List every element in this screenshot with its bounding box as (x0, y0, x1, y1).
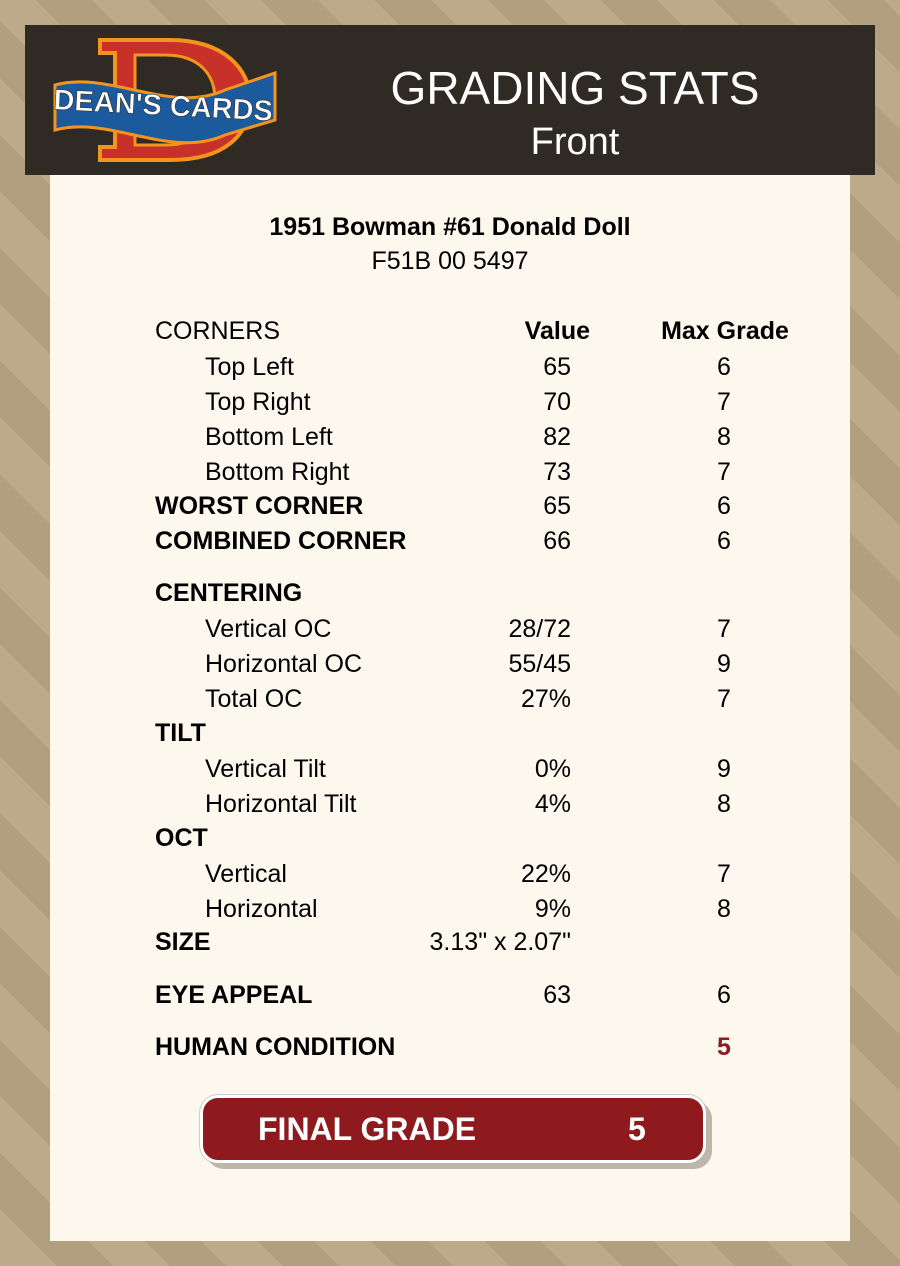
stat-value: 55/45 (508, 650, 571, 678)
cert-number: F51B 00 5497 (371, 247, 529, 275)
stat-label: Vertical OC (205, 615, 332, 643)
stat-label: Total OC (205, 685, 303, 713)
stat-label: OCT (155, 824, 208, 852)
stat-label: EYE APPEAL (155, 981, 313, 1009)
stat-label: Horizontal Tilt (205, 790, 357, 818)
stat-value: 65 (543, 353, 571, 381)
stats-panel (50, 175, 850, 1241)
stat-value: 3.13" x 2.07" (429, 928, 571, 956)
stat-value: 27% (520, 685, 571, 713)
stat-row (50, 457, 850, 487)
stat-row (50, 718, 850, 748)
stat-max-grade: 7 (717, 388, 731, 416)
stat-label: SIZE (155, 928, 211, 956)
stat-value: 4% (534, 790, 571, 818)
stat-value: 66 (543, 527, 571, 555)
header (25, 25, 875, 175)
stat-label: CORNERS (155, 317, 281, 345)
stat-row (50, 578, 850, 608)
stat-row (50, 894, 850, 924)
card-name: 1951 Bowman #61 Donald Doll (269, 213, 631, 241)
stat-label: Horizontal OC (205, 650, 362, 678)
stat-max-grade: 6 (717, 353, 731, 381)
stat-value: 9% (534, 895, 571, 923)
svg-text:DEAN'S CARDS: DEAN'S CARDS (52, 84, 274, 128)
value-column-header: Value (524, 317, 590, 345)
stat-row (50, 526, 850, 556)
stat-value: 65 (543, 492, 571, 520)
stat-value: 22% (520, 860, 571, 888)
stat-max-grade: 6 (717, 492, 731, 520)
stat-label: CENTERING (155, 579, 303, 607)
stat-row (50, 316, 850, 346)
stat-row (50, 789, 850, 819)
stat-max-grade: 8 (717, 423, 731, 451)
stat-row (50, 823, 850, 853)
stat-max-grade: 6 (717, 527, 731, 555)
stat-max-grade: 8 (717, 895, 731, 923)
stat-label: Bottom Left (205, 423, 333, 451)
stat-value: 82 (543, 423, 571, 451)
stat-row (50, 387, 850, 417)
stat-max-grade: 7 (717, 458, 731, 486)
page-title: GRADING STATS (390, 62, 760, 114)
stat-label: Vertical Tilt (205, 755, 326, 783)
stat-label: HUMAN CONDITION (155, 1033, 396, 1061)
stat-row (50, 352, 850, 382)
max-grade-column-header: Max Grade (661, 317, 789, 345)
stat-row (50, 649, 850, 679)
stat-value: 0% (534, 755, 571, 783)
stat-row (50, 422, 850, 452)
stat-label: Top Right (205, 388, 311, 416)
stat-max-grade: 7 (717, 860, 731, 888)
stat-label: COMBINED CORNER (155, 527, 407, 555)
stat-max-grade: 7 (717, 615, 731, 643)
final-grade-label: FINAL GRADE (258, 1111, 477, 1147)
stat-label: Vertical (205, 860, 287, 888)
stat-value: 28/72 (508, 615, 571, 643)
page-subtitle: Front (530, 121, 620, 163)
stat-label: WORST CORNER (155, 492, 364, 520)
stat-max-grade: 8 (717, 790, 731, 818)
stat-label: Top Left (205, 353, 294, 381)
stat-max-grade: 7 (717, 685, 731, 713)
stat-max-grade: 9 (717, 755, 731, 783)
stat-row (50, 614, 850, 644)
stat-row (50, 491, 850, 521)
final-grade-badge (200, 1095, 706, 1163)
stat-value: 70 (543, 388, 571, 416)
stat-row (50, 980, 850, 1010)
stat-max-grade: 9 (717, 650, 731, 678)
final-grade-value: 5 (628, 1111, 646, 1147)
stat-row (50, 859, 850, 889)
stat-max-grade: 5 (717, 1033, 731, 1061)
stat-value: 63 (543, 981, 571, 1009)
stat-row (50, 927, 850, 957)
deans-cards-logo (50, 35, 280, 165)
stat-max-grade: 6 (717, 981, 731, 1009)
stat-row (50, 1032, 850, 1062)
stat-row (50, 684, 850, 714)
stat-label: TILT (155, 719, 206, 747)
stat-value: 73 (543, 458, 571, 486)
stat-row (50, 754, 850, 784)
stat-label: Bottom Right (205, 458, 350, 486)
stat-label: Horizontal (205, 895, 318, 923)
